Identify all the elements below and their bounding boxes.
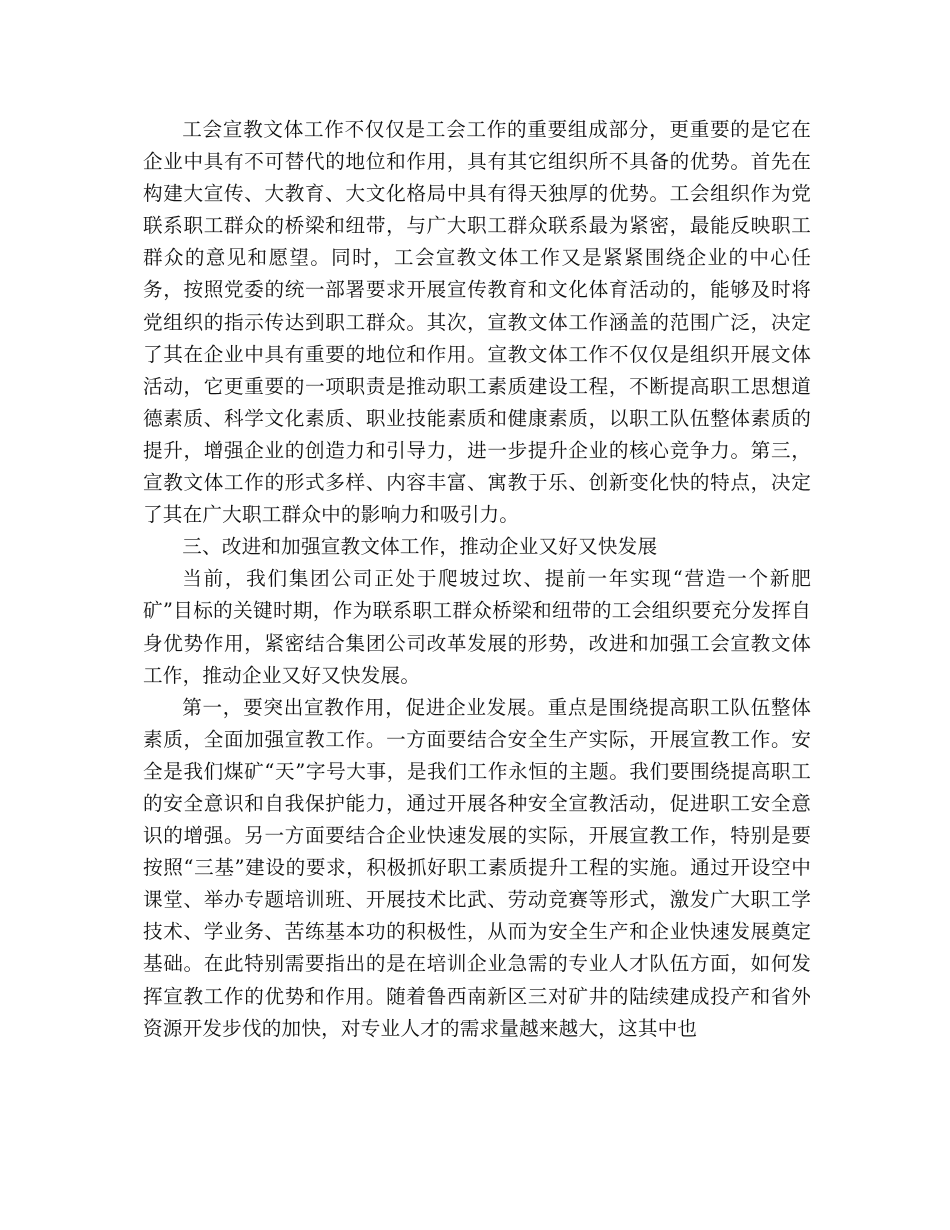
paragraph-2: 当前，我们集团公司正处于爬坡过坎、提前一年实现“营造一个新肥矿”目标的关键时期，作为联系职工群众桥梁和纽带的工会组织要充分发挥自身优势作用，紧密结合集团公司改革发展的形势，改进和加强工会宣教文体工作，推动企业又好又快发展。 xyxy=(143,567,811,687)
section-heading: 三、改进和加强宣教文体工作，推动企业又好又快发展 xyxy=(182,535,658,559)
document-body xyxy=(143,114,811,1045)
paragraph-1: 工会宣教文体工作不仅仅是工会工作的重要组成部分，更重要的是它在企业中具有不可替代的地位和作用，具有其它组织所不具备的优势。首先在构建大宣传、大教育、大文化格局中具有得天独厚的优势。工会组织作为党联系职工群众的桥梁和纽带，与广大职工群众联系最为紧密，最能反映职工群众的意见和愿望。同时，工会宣教文体工作又是紧紧围绕企业的中心任务，按照党委的统一部署要求开展宣传教育和文化体育活动的，能够及时将党组织的指示传达到职工群众。其次，宣教文体工作涵盖的范围广泛，决定了其在企业中具有重要的地位和作用。宣教文体工作不仅仅是组织开展文体活动，它更重要的一项职责是推动职工素质建设工程，不断提高职工思想道德素质、科学文化素质、职业技能素质和健康素质，以职工队伍整体素质的提升，增强企业的创造力和引导力，进一步提升企业的核心竞争力。第三，宣教文体工作的形式多样、内容丰富、寓教于乐、创新变化快的特点，决定了其在广大职工群众中的影响力和吸引力。 xyxy=(143,118,811,527)
paragraph-3: 第一，要突出宣教作用，促进企业发展。重点是围绕提高职工队伍整体素质，全面加强宣教工作。一方面要结合安全生产实际，开展宣教工作。安全是我们煤矿“天”字号大事，是我们工作永恒的主题。我们要围绕提高职工的安全意识和自我保护能力，通过开展各种安全宣教活动，促进职工安全意识的增强。另一方面要结合企业快速发展的实际，开展宣教工作，特别是要按照“三基”建设的要求，积极抓好职工素质提升工程的实施。通过开设空中课堂、举办专题培训班、开展技术比武、劳动竞赛等形式，激发广大职工学技术、学业务、苦练基本功的积极性，从而为安全生产和企业快速发展奠定基础。在此特别需要指出的是在培训企业急需的专业人才队伍方面，如何发挥宣教工作的优势和作用。随着鲁西南新区三对矿井的陆续建成投产和省外资源开发步伐的加快，对专业人才的需求量越来越大，这其中也 xyxy=(143,695,811,1040)
